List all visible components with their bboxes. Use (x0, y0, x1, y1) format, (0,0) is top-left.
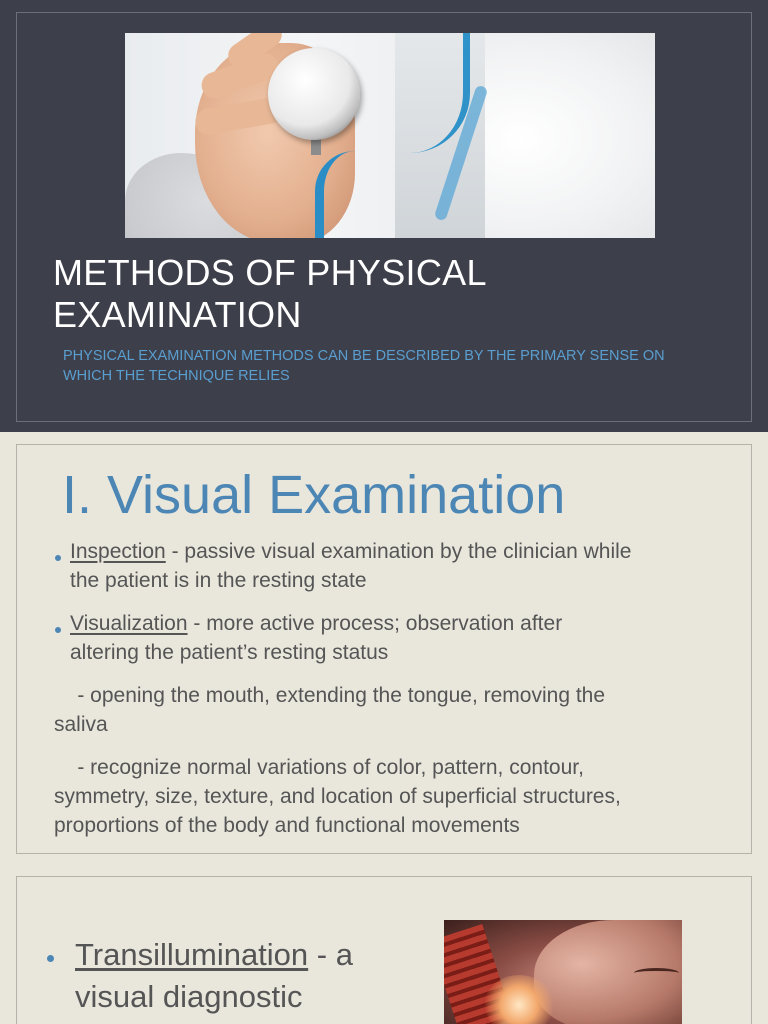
slide-subtitle: PHYSICAL EXAMINATION METHODS CAN BE DESCRIBED BY THE PRIMARY SENSE ON WHICH THE TECHNIQUE RELIES (63, 348, 665, 384)
definition-text: - more active process; observation after (187, 612, 563, 635)
stethoscope-icon (268, 48, 360, 140)
list-item (70, 537, 631, 566)
definition-text-continued: visual diagnostic (75, 979, 303, 1014)
detail-paragraph-line: saliva (54, 713, 108, 736)
detail-paragraph-line: - recognize normal variations of color, pattern, contour, (54, 756, 584, 779)
definition-text-continued: the patient is in the resting state (70, 569, 367, 592)
list-item (70, 609, 562, 638)
section-heading: I. Visual Examination (62, 465, 566, 525)
term-visualization: Visualization (70, 612, 188, 635)
bullet-icon (55, 627, 61, 633)
doctor-stethoscope-photo (125, 33, 655, 238)
transillumination-photo (444, 920, 682, 1024)
list-item (75, 934, 435, 1018)
definition-text: - passive visual examination by the clinician while (165, 540, 632, 563)
definition-text-continued: altering the patient’s resting status (70, 641, 389, 664)
term-inspection: Inspection (70, 540, 166, 563)
slide-title: METHODS OF PHYSICAL EXAMINATION (53, 252, 486, 335)
definition-text: - a (308, 937, 353, 972)
title-slide (0, 0, 768, 432)
bullet-icon (55, 555, 61, 561)
detail-paragraph-line: proportions of the body and functional movements (54, 814, 520, 837)
detail-paragraph-line: - opening the mouth, extending the tongue, removing the (54, 684, 606, 707)
term-transillumination: Transillumination (75, 937, 309, 972)
detail-paragraph-line: symmetry, size, texture, and location of superficial structures, (54, 785, 621, 808)
bullet-icon (47, 955, 54, 962)
